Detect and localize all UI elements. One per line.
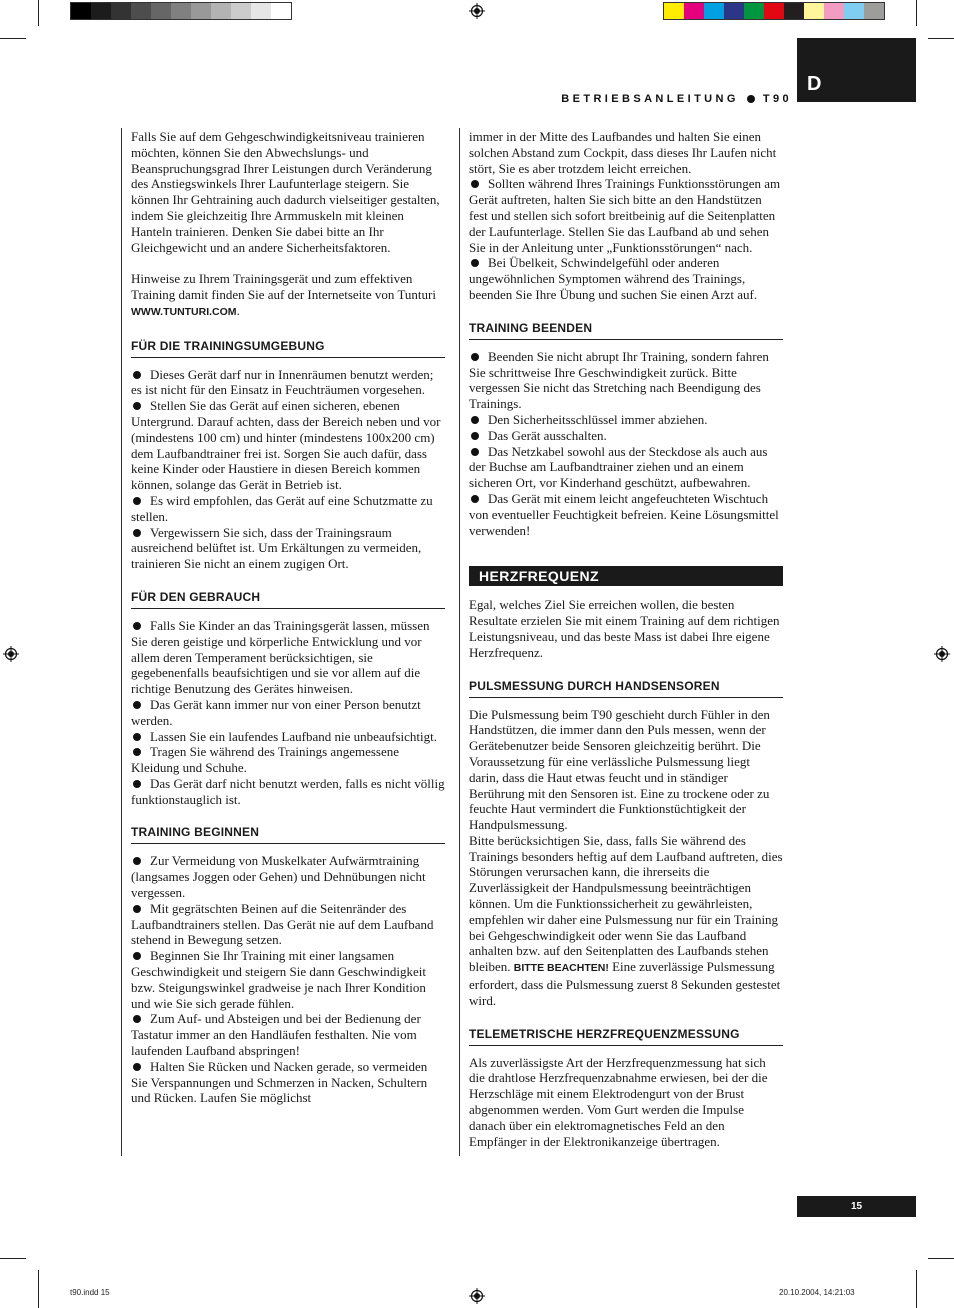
- section-heading-telemetry: TELEMETRISCHE HERZFREQUENZMESSUNG: [469, 1027, 783, 1046]
- pulse-text: Bitte berücksichtigen Sie, dass, falls Sie während des Trainings besonders heftig auf dem Laufband auftreten, dies Störungen verursachen kann, die ihrerseits die Zuverlässigkeit der Handpulsmessung beeinträchtigen können. Um die Funktionssicherheit zu gewährleisten, empfehlen wir daher eine Pulsmessung nur für ein Training bei Gehgeschwindigkeit oder wenn Sie das Laufband anhalten bzw. auf den Seitenplatten des Laufbands stehen bleiben.: [469, 832, 783, 975]
- page-number: 15: [797, 1196, 916, 1217]
- crop-mark: [0, 38, 26, 39]
- color-swatch: [784, 3, 804, 19]
- gray-calibration-bar: [70, 2, 292, 20]
- color-swatch: [271, 3, 291, 19]
- intro-paragraph: Falls Sie auf dem Gehgeschwindigkeitsniveau trainieren möchten, können Sie den Abwechslungs- und Beanspruchungsgrad Ihrer Leistungen durch Veränderung des Anstiegswinkels Ihrer Laufunterlage steigern. Sie können Ihr Gehtraining auch dadurch vielseitiger gestalten, indem Sie gleichzeitig Ihre Armmuskeln mit kleinen Hanteln trainieren. Denken Sie dabei bitte an Ihr Gleichgewicht und an andere Sicherheitsfaktoren.: [131, 129, 440, 255]
- right-bullets-top: [469, 176, 783, 302]
- note-label: BITTE BEACHTEN!: [513, 962, 609, 975]
- section-heading: FÜR DEN GEBRAUCH: [131, 590, 445, 609]
- bullet-item: Sollten während Ihres Trainings Funktionsstörungen am Gerät auftreten, halten Sie sich bitte an den Handstützen fest und stellen sich sofort breitbeinig auf die Seitenplatten der Laufunterlage. Stellen Sie das Laufband ab und sehen Sie in der Anleitung unter „Funktionsstörungen“ nach.: [469, 176, 783, 255]
- bullet-item: Das Netzkabel sowohl aus der Steckdose als auch aus der Buchse am Laufbandtrainer ziehen und an einem sicheren Ort, vor Kinderhand geschützt, aufbewahren.: [469, 444, 783, 491]
- color-swatch: [151, 3, 171, 19]
- bullet-item: Stellen Sie das Gerät auf einen sicheren, ebenen Untergrund. Darauf achten, dass der Bereich neben und vor (mindestens 100 cm) und hinter (mindestens 100x200 cm) dem Laufbandtrainer frei ist. Sorgen Sie auch dafür, dass keine Kinder oder Haustiere in diesen Bereich kommen können, solange das Gerät in Betrieb ist.: [131, 398, 445, 493]
- section-heading-heart-rate: HERZFREQUENZ: [469, 566, 783, 586]
- left-sections: [131, 321, 445, 1107]
- bullet-item: Beginnen Sie Ihr Training mit einer langsamen Geschwindigkeit und steigern Sie dann Geschwindigkeit bzw. Steigungswinkel gradweise je nach Ihrer Kondition und wie Sie sich gerade fühlen.: [131, 948, 445, 1011]
- color-swatch: [191, 3, 211, 19]
- pulse-text-end: Eine zuverlässige Pulsmessung erfordert, dass die Pulsmessung zuerst 8 Sekunden gestestet wird.: [469, 959, 781, 1008]
- bullet-dot-icon: [747, 95, 755, 103]
- bullet-item: Das Gerät darf nicht benutzt werden, falls es nicht völlig funktionstauglich ist.: [131, 775, 445, 807]
- crop-mark: [928, 1258, 954, 1259]
- color-swatch: [704, 3, 724, 19]
- color-calibration-bar: [663, 2, 885, 20]
- date-slug: 20.10.2004, 14:21:03: [779, 1288, 855, 1297]
- color-swatch: [251, 3, 271, 19]
- registration-mark-icon: [3, 646, 19, 662]
- color-swatch: [864, 3, 884, 19]
- color-swatch: [231, 3, 251, 19]
- crop-mark: [0, 1258, 26, 1259]
- pulse-paragraph-2: [469, 833, 783, 1009]
- website-paragraph: [131, 271, 445, 320]
- crop-mark: [38, 0, 39, 26]
- color-swatch: [804, 3, 824, 19]
- color-swatch: [824, 3, 844, 19]
- crop-mark: [916, 0, 917, 26]
- bullet-item: Zur Vermeidung von Muskelkater Aufwärmtraining (langsames Joggen oder Gehen) und Dehnübungen nicht vergessen.: [131, 853, 445, 900]
- crop-mark: [916, 1270, 917, 1308]
- model-name: T90: [762, 93, 792, 105]
- color-swatch: [111, 3, 131, 19]
- heart-rate-intro: Egal, welches Ziel Sie erreichen wollen, die besten Resultate erzielen Sie mit einem Training auf dem richtigen Leistungsniveau, und das beste Mass ist dabei Ihre eigene Herzfrequenz.: [469, 597, 780, 660]
- crop-mark: [928, 38, 954, 39]
- language-tab: D: [797, 38, 916, 102]
- color-swatch: [71, 3, 91, 19]
- color-swatch: [131, 3, 151, 19]
- bullet-item: Es wird empfohlen, das Gerät auf eine Schutzmatte zu stellen.: [131, 493, 445, 525]
- section-heading-training-end: TRAINING BEENDEN: [469, 321, 783, 340]
- registration-mark-icon: [469, 3, 485, 19]
- registration-mark-icon: [469, 1288, 485, 1304]
- color-swatch: [844, 3, 864, 19]
- continuation-paragraph: immer in der Mitte des Laufbandes und halten Sie einen solchen Abstand zum Cockpit, dass dieses Ihr Laufen nicht stört, Sie es aber trotzdem leicht erreichen.: [469, 129, 777, 176]
- website-text-end: .: [236, 302, 240, 318]
- bullet-item: Vergewissern Sie sich, dass der Trainingsraum ausreichend belüftet ist. Um Erkältungen zu vermeiden, trainieren Sie nicht an einem zugigen Ort.: [131, 525, 445, 572]
- section-heading: FÜR DIE TRAININGSUMGEBUNG: [131, 339, 445, 358]
- bullet-item: Zum Auf- und Absteigen und bei der Bedienung der Tastatur immer an den Handläufen festhalten. Nie vom laufenden Laufband abspringen!: [131, 1011, 445, 1058]
- crop-mark: [38, 1270, 39, 1308]
- bullet-item: Lassen Sie ein laufendes Laufband nie unbeaufsichtigt.: [131, 729, 445, 745]
- color-swatch: [171, 3, 191, 19]
- bullet-item: Das Gerät kann immer nur von einer Person benutzt werden.: [131, 697, 445, 729]
- color-swatch: [724, 3, 744, 19]
- color-swatch: [91, 3, 111, 19]
- bullet-item: Falls Sie Kinder an das Trainingsgerät lassen, müssen Sie deren geistige und körperliche Entwicklung und vor allem deren Temperament berücksichtigen, sie gegebenenfalls beaufsichtigen und sie vor allem auf die richtige Benutzung des Gerätes hinweisen.: [131, 618, 445, 697]
- bullet-item: Tragen Sie während des Trainings angemessene Kleidung und Schuhe.: [131, 744, 445, 776]
- color-swatch: [744, 3, 764, 19]
- registration-mark-icon: [934, 646, 950, 662]
- color-swatch: [211, 3, 231, 19]
- running-header: [561, 93, 792, 105]
- pulse-paragraph-1: Die Pulsmessung beim T90 geschieht durch Fühler in den Handstützen, die immer dann den Puls messen, wenn der Gerätebenutzer beide Sensoren gleichzeitig berührt. Die Voraussetzung für eine verlässliche Pulsmessung liegt darin, dass die Haut etwas feucht und in ständiger Berührung mit den Sensoren ist. Eine zu trockene oder zu feuchte Haut vermindert die Funktionstüchtigkeit der Handpulsmessung.: [469, 706, 770, 833]
- color-swatch: [684, 3, 704, 19]
- right-column: [469, 129, 783, 1149]
- file-slug: t90.indd 15: [70, 1288, 110, 1297]
- bullet-item: Bei Übelkeit, Schwindelgefühl oder anderen ungewöhnlichen Symptomen während des Trainings, beenden Sie Ihre Übung und suchen Sie einen Arzt auf.: [469, 255, 783, 302]
- column-rule: [459, 128, 460, 1156]
- bullet-item: Das Gerät ausschalten.: [469, 428, 783, 444]
- bullet-item: Dieses Gerät darf nur in Innenräumen benutzt werden; es ist nicht für den Einsatz in Feuchträumen vorgesehen.: [131, 367, 445, 399]
- section-heading-pulse: PULSMESSUNG DURCH HANDSENSOREN: [469, 679, 783, 698]
- left-column: [131, 129, 445, 1106]
- bullet-item: Halten Sie Rücken und Nacken gerade, so vermeiden Sie Verspannungen und Schmerzen in Nacken, Schultern und Rücken. Laufen Sie möglichst: [131, 1059, 445, 1106]
- bullet-item: Mit gegrätschten Beinen auf die Seitenränder des Laufbandtrainers stellen. Das Gerät nie auf dem Laufband stehend in Bewegung setzen.: [131, 901, 445, 948]
- training-end-bullets: [469, 349, 783, 539]
- website-link[interactable]: WWW.TUNTURI.COM: [131, 305, 237, 318]
- color-swatch: [764, 3, 784, 19]
- website-text: Hinweise zu Ihrem Trainingsgerät und zum effektiven Training damit finden Sie auf der Internetseite von Tunturi: [131, 271, 436, 302]
- bullet-item: Beenden Sie nicht abrupt Ihr Training, sondern fahren Sie schrittweise Ihre Geschwindigkeit zurück. Bitte vergessen Sie nicht das Stretching nach Beendigung des Trainings.: [469, 349, 783, 412]
- bullet-item: Den Sicherheitsschlüssel immer abziehen.: [469, 412, 783, 428]
- bullet-item: Das Gerät mit einem leicht angefeuchteten Wischtuch von eventueller Feuchtigkeit befreien. Keine Lösungsmittel verwenden!: [469, 491, 783, 538]
- column-rule: [121, 128, 122, 1156]
- running-title: BETRIEBSANLEITUNG: [561, 93, 739, 105]
- telemetry-paragraph: Als zuverlässigste Art der Herzfrequenzmessung hat sich die drahtlose Herzfrequenzabnahme erwiesen, bei der die Herzschläge mit einem Elektrodengurt von der Brust abgenommen werden. Vom Gurt werden die Impulse danach über ein elektromagnetisches Feld an den Empfänger in der Elektronikanzeige übertragen.: [469, 1054, 768, 1149]
- color-swatch: [664, 3, 684, 19]
- section-heading: TRAINING BEGINNEN: [131, 825, 445, 844]
